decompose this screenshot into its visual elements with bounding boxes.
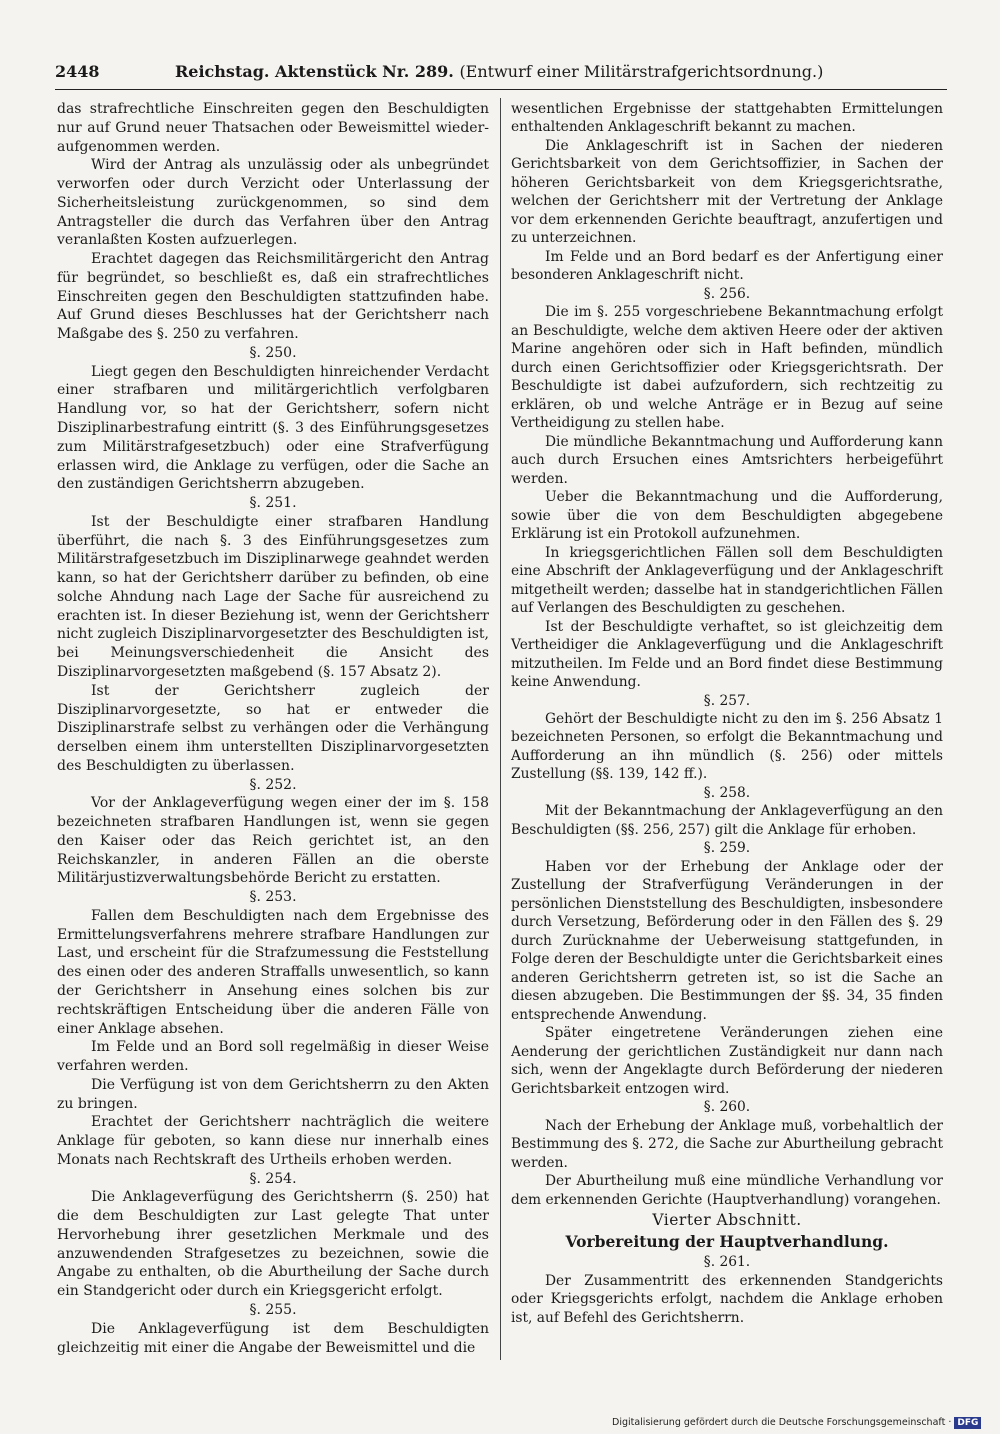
- paragraph: wesentlichen Ergebnisse der stattgehabten Ermittelungen enthaltenden Anklageschrift bekannt zu machen.: [511, 101, 943, 136]
- section-heading: §. 250.: [249, 344, 297, 361]
- left-column: [57, 100, 489, 1357]
- paragraph: Mit der Bekanntmachung der Anklageverfügung an den Beschuldigten (§§. 256, 257) gilt die Anklage für erhoben.: [511, 803, 943, 838]
- section-heading: §. 254.: [249, 1170, 297, 1187]
- section-heading: §. 261.: [703, 1254, 751, 1271]
- column-divider: [500, 98, 501, 1360]
- paragraph: Ist der Gerichtsherr zugleich der Disziplinarvorgesetzte, so hat er entweder die Disziplinarstrafe selbst zu verhängen oder die Verhängung derselben einem ihm unterstellten Disziplinarvorgesetzten des Beschuldigten zu überlassen.: [57, 682, 489, 774]
- paragraph: Die Anklageverfügung ist dem Beschuldigten gleichzeitig mit einer die Angabe der Beweismittel und die: [57, 1320, 489, 1356]
- running-title: [175, 60, 823, 84]
- header-rule: [55, 89, 947, 90]
- section-heading: §. 259.: [703, 840, 751, 857]
- paragraph: Die Verfügung ist von dem Gerichtsherrn zu den Akten zu bringen.: [57, 1076, 489, 1112]
- section-heading: §. 256.: [703, 285, 751, 302]
- paragraph: Vor der Anklageverfügung wegen einer der im §. 158 bezeichneten strafbaren Handlungen ist, wenn sie gegen den Kaiser oder das Reich gerichtet ist, an den Reichskanzler, in anderen Fällen an die oberste Militärjustizverwaltungsbehörde Bericht zu erstatten.: [57, 795, 489, 887]
- dfg-logo: DFG: [954, 1417, 981, 1429]
- paragraph: Ist der Beschuldigte einer strafbaren Handlung überführt, die nach §. 3 des Einführungsgesetzes zum Militärstrafgesetzbuch im Disziplinarwege geahndet werden kann, so hat der Gerichtsherr darüber zu befinden, ob eine solche Ahndung nach Lage der Sache für ausreichend zu erachten ist. In dieser Beziehung ist, wenn der Gerichtsherr nicht zugleich Disziplinarvorgesetzter des Beschuldigten ist, bei Meinungsverschiedenheit die Ansicht des Disziplinarvorgesetzten maßgebend (§. 157 Absatz 2).: [57, 513, 489, 680]
- section-heading: §. 253.: [249, 889, 297, 906]
- section-heading: §. 251.: [249, 495, 297, 512]
- paragraph: Fallen dem Beschuldigten nach dem Ergebnisse des Ermittelungsverfahrens mehrere strafbare Handlungen zur Last, und erscheint für die Strafzumessung die Feststellung des einen oder des anderen Straffalls unwesentlich, so kann der Gerichtsherr in Ansehung eines solchen bis zur rechtskräftigen Entscheidung über die anderen Fälle von einer Anklage absehen.: [57, 907, 489, 1037]
- page-header: [55, 60, 947, 84]
- paragraph: Wird der Antrag als unzulässig oder als unbegründet verworfen oder durch Verzicht oder Unterlassung der Sicherheitsleistung zurückgenommen, so sind dem Antragsteller die durch das Verfahren über den Antrag veranlaßten Kosten aufzuerlegen.: [57, 157, 489, 249]
- paragraph: Der Zusammentritt des erkennenden Standgerichts oder Kriegsgerichts erfolgt, nachdem die Anklage erhoben ist, auf Befehl des Gerichtsherrn.: [511, 1272, 943, 1326]
- paragraph: Haben vor der Erhebung der Anklage oder der Zustellung der Strafverfügung Veränderungen in der persönlichen Dienststellung des Beschuldigten, insbesondere durch Versetzung, Beförderung oder in den Fällen des §. 29 durch Zurücknahme der Ueberweisung stattgefunden, in Folge deren der Beschuldigte unter die Gerichtsbarkeit eines anderen Gerichtsherrn getreten ist, so ist die Sache an diesen abzugeben. Die Bestimmungen der §§. 34, 35 finden entsprechende Anwendung.: [511, 858, 943, 1023]
- section-heading: §. 258.: [703, 784, 751, 801]
- paragraph: Liegt gegen den Beschuldigten hinreichender Verdacht einer strafbaren und militärgerichtlich verfolgbaren Handlung vor, so hat der Gerichtsherr, sofern nicht Disziplinarbestrafung eintritt (§. 3 des Einführungsgesetzes zum Militärstrafgesetzbuch) oder eine Strafverfügung erlassen wird, die Anklage zu verfügen, oder die Sache an den zuständigen Gerichtsherrn abzugeben.: [57, 363, 489, 493]
- running-title-main: Reichstag. Aktenstück Nr. 289.: [175, 62, 454, 81]
- paragraph: Ist der Beschuldigte verhaftet, so ist gleichzeitig dem Vertheidiger die Anklageverfügung und die Anklageschrift mitzutheilen. Im Felde und an Bord findet diese Bestimmung keine Anwendung.: [511, 618, 943, 691]
- section-heading: §. 257.: [703, 692, 751, 709]
- paragraph: Gehört der Beschuldigte nicht zu den im §. 256 Absatz 1 bezeichneten Personen, so erfolgt die Bekanntmachung und Aufforderung an ihn mündlich (§. 256) oder mittels Zustellung (§§. 139, 142 ff.).: [511, 710, 943, 783]
- paragraph: Die Anklageschrift ist in Sachen der niederen Gerichtsbarkeit von dem Gerichtsoffizier, in Sachen der höheren Gerichtsbarkeit von dem Kriegsgerichtsrathe, welchen der Gerichtsherr mit der Vertretung der Anklage vor dem erkennenden Gerichte beauftragt, anzufertigen und zu unterzeichnen.: [511, 137, 943, 247]
- paragraph: Im Felde und an Bord bedarf es der Anfertigung einer besonderen Anklageschrift nicht.: [511, 248, 943, 284]
- paragraph: Erachtet der Gerichtsherr nachträglich die weitere Anklage für geboten, so kann diese nur innerhalb eines Monats nach Rechtskraft des Urtheils erhoben werden.: [57, 1114, 489, 1168]
- credit-text: Digitalisierung gefördert durch die Deutsche Forschungsgemeinschaft ·: [612, 1417, 952, 1428]
- paragraph: Nach der Erhebung der Anklage muß, vorbehaltlich der Bestimmung des §. 272, die Sache zur Aburtheilung gebracht werden.: [511, 1117, 943, 1171]
- section-heading: §. 255.: [249, 1302, 297, 1318]
- paragraph: Erachtet dagegen das Reichsmilitärgericht den Antrag für begründet, so beschließt es, daß ein strafrechtliches Einschreiten gegen den Beschuldigten stattzufinden habe. Auf Grund dieses Beschlusses hat der Gerichtsherr nach Maßgabe des §. 250 zu verfahren.: [57, 251, 489, 343]
- digitization-credit: [612, 1416, 979, 1430]
- chapter-title: Vorbereitung der Hauptverhandlung.: [565, 1232, 889, 1252]
- paragraph: Der Aburtheilung muß eine mündliche Verhandlung vor dem erkennenden Gerichte (Hauptverhandlung) vorangehen.: [511, 1173, 943, 1208]
- page-number: 2448: [55, 62, 100, 81]
- right-column: [511, 100, 943, 1327]
- chapter-heading: Vierter Abschnitt.: [652, 1211, 802, 1230]
- section-heading: §. 252.: [249, 776, 297, 793]
- paragraph: In kriegsgerichtlichen Fällen soll dem Beschuldigten eine Abschrift der Anklageverfügung und der Anklageschrift mitgetheilt werden; dasselbe hat in standgerichtlichen Fällen auf Verlangen des Beschuldigten zu geschehen.: [511, 544, 943, 617]
- running-title-subtitle: (Entwurf einer Militärstrafgerichtsordnung.): [459, 62, 824, 81]
- paragraph: Die mündliche Bekanntmachung und Aufforderung kann auch durch Ersuchen eines Amtsrichters herbeigeführt werden.: [511, 433, 943, 487]
- paragraph: Die Anklageverfügung des Gerichtsherrn (§. 250) hat die dem Beschuldigten zur Last gelegte That unter Hervorhebung ihrer gesetzlichen Merkmale und des anzuwendenden Strafgesetzes zu bezeichnen, sowie die Angabe zu enthalten, ob die Aburtheilung der Sache durch ein Standgericht oder durch ein Kriegsgericht erfolgt.: [57, 1189, 489, 1300]
- section-heading: §. 260.: [703, 1099, 751, 1116]
- paragraph: Ueber die Bekanntmachung und die Aufforderung, sowie über die von dem Beschuldigten abgegebene Erklärung ist ein Protokoll aufzunehmen.: [511, 489, 943, 543]
- paragraph: Im Felde und an Bord soll regelmäßig in dieser Weise verfahren werden.: [57, 1039, 489, 1075]
- paragraph: Die im §. 255 vorgeschriebene Bekanntmachung erfolgt an Beschuldigte, welche dem aktiven Heere oder der aktiven Marine angehören oder sich in Haft befinden, mündlich durch einen Gerichtsoffizier oder Kriegsgerichtsrath. Der Beschuldigte ist dabei aufzufordern, sich rechtzeitig zu erklären, ob und welche Anträge er in Bezug auf seine Vertheidigung zu stellen habe.: [511, 304, 943, 432]
- paragraph: das strafrechtliche Einschreiten gegen den Beschuldigten nur auf Grund neuer Thatsachen oder Beweismittel wieder-aufgenommen werden.: [57, 101, 489, 155]
- paragraph: Später eingetretene Veränderungen ziehen eine Aenderung der gerichtlichen Zuständigkeit nur dann nach sich, wenn der Angeklagte durch Beförderung der niederen Gerichtsbarkeit entzogen wird.: [511, 1025, 943, 1097]
